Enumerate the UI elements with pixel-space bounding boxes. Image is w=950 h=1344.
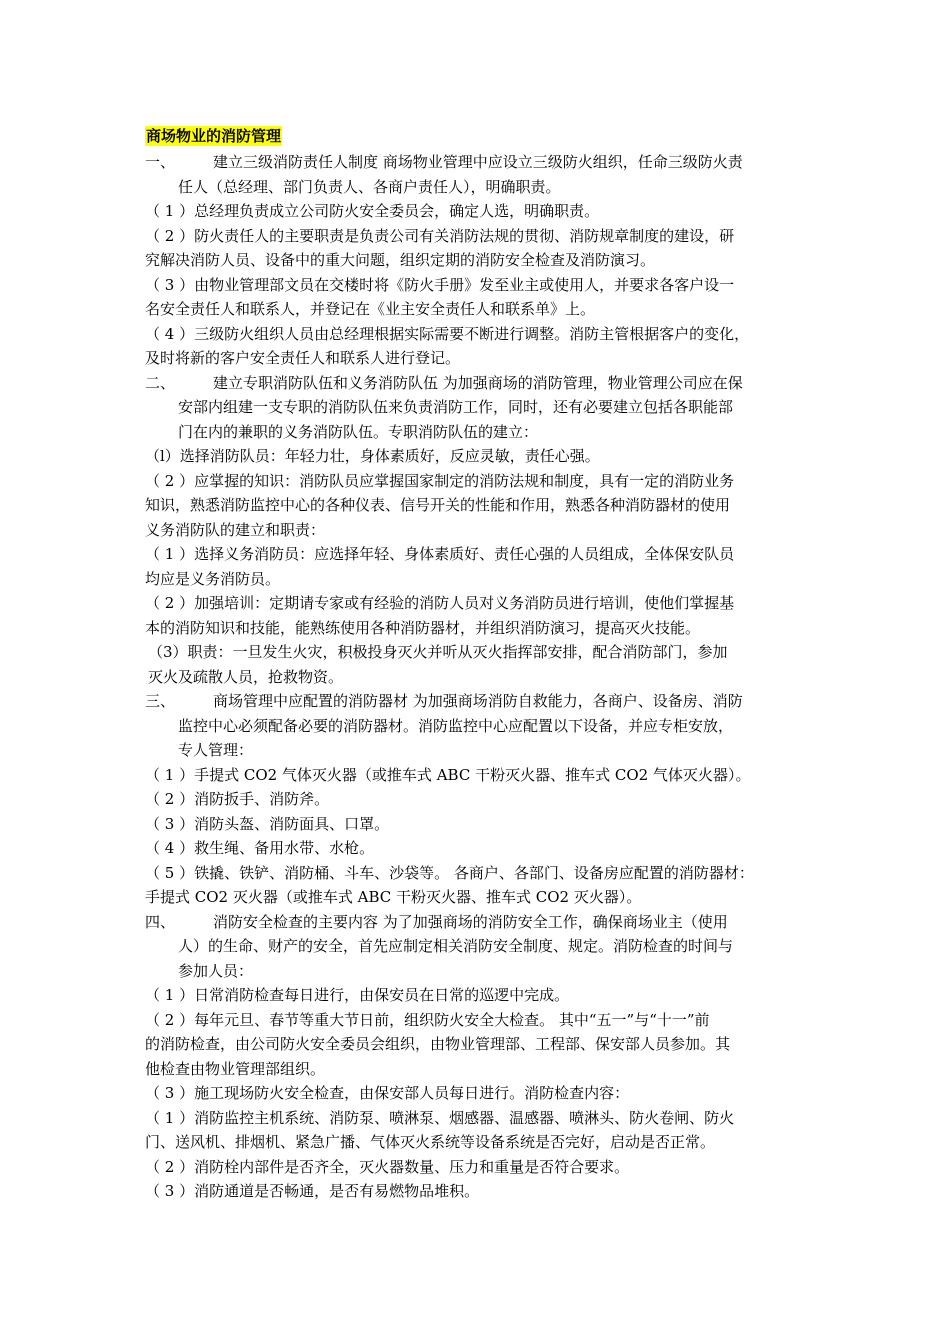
text-line: 专人管理：: [178, 741, 254, 759]
text-line: （l）选择消防队员：年轻力壮，身体素质好，反应灵敏，责任心强。: [145, 447, 600, 465]
text-line: （ 5 ）铁撬、铁铲、消防桶、斗车、沙袋等。 各商户、各部门、设备房应配置的消防器材：: [145, 863, 754, 882]
paragraph: [145, 469, 810, 543]
document-body: [145, 150, 810, 1204]
paragraph: [145, 322, 810, 371]
paragraph: [145, 812, 810, 837]
section-number: 四、: [145, 912, 176, 931]
paragraph: [145, 1081, 810, 1106]
text-line: （ 2 ）防火责任人的主要职责是负责公司有关消防法规的贯彻、消防规章制度的建设，研: [145, 226, 735, 245]
paragraph: [145, 983, 810, 1008]
text-line: （ 2 ）消防栓内部件是否齐全，灭火器数量、压力和重量是否符合要求。: [145, 1157, 630, 1176]
text-line: 他检查由物业管理部组织。: [145, 1059, 326, 1078]
text-line: 参加人员：: [178, 961, 254, 980]
paragraph: [145, 1106, 810, 1155]
text-line: 知识，熟悉消防监控中心的各种仪表、信号开关的性能和作用，熟悉各种消防器材的使用: [145, 496, 731, 514]
section-number: 一、: [145, 153, 176, 171]
text-line: 义务消防队的建立和职责：: [145, 520, 326, 539]
text-line: 本的消防知识和技能，能熟练使用各种消防器材，并组织消防演习，提高灭火技能。: [145, 618, 701, 637]
text-line: 均应是义务消防员。: [145, 569, 281, 588]
text-line: （ 2 ）消防扳手、消防斧。: [145, 790, 330, 808]
text-line: （ 2 ）每年元旦、春节等重大节日前，组织防火安全大检查。 其中“五一”与“十一”前: [145, 1010, 710, 1029]
text-line: 门在内的兼职的义务消防队伍。专职消防队伍的建立：: [178, 422, 539, 441]
paragraph: [145, 199, 810, 224]
paragraph: [145, 444, 810, 469]
section-heading: [145, 910, 810, 984]
text-line: 及时将新的客户安全责任人和联系人进行登记。: [145, 349, 461, 367]
text-line: （ 1 ）选择义务消防员：应选择年轻、身体素质好、责任心强的人员组成，全体保安队员: [145, 545, 735, 563]
paragraph: [145, 542, 810, 591]
text-line: （ 2 ）应掌握的知识：消防队员应掌握国家制定的消防法规和制度，具有一定的消防业务: [145, 471, 735, 490]
text-line: 手提式 CO2 灭火器（或推车式 ABC 干粉灭火器、推车式 CO2 灭火器）。: [145, 888, 642, 906]
text-line: 的消防检查，由公司防火安全委员会组织，由物业管理部、工程部、保安部人员参加。其: [145, 1035, 731, 1053]
section-number: 三、: [145, 692, 176, 710]
section-heading: [145, 150, 810, 199]
text-line: 名安全责任人和联系人，并登记在《业主安全责任人和联系单》上。: [145, 300, 596, 318]
text-line: （ 4 ）三级防火组织人员由总经理根据实际需要不断进行调整。消防主管根据客户的变化，: [145, 324, 750, 343]
text-line: （ 3 ）消防通道是否畅通，是否有易燃物品堆积。: [145, 1182, 480, 1200]
text-line: 安部内组建一支专职的消防队伍来负责消防工作，同时，还有必要建立包括各职能部: [178, 398, 734, 416]
paragraph: [145, 224, 810, 273]
text-line: （ 1 ）日常消防检查每日进行，由保安员在日常的巡逻中完成。: [145, 986, 570, 1004]
text-line: 商场管理中应配置的消防器材 为加强商场消防自救能力，各商户、设备房、消防: [213, 692, 743, 710]
document-title: 商场物业的消防管理: [146, 127, 282, 145]
text-line: 消防安全检查的主要内容 为了加强商场的消防安全工作，确保商场业主（使用: [213, 912, 728, 931]
text-line: （ 1 ）消防监控主机系统、消防泵、喷淋泵、烟感器、温感器、喷淋头、防火卷闸、防火: [145, 1108, 735, 1127]
paragraph: [145, 1179, 810, 1204]
text-line: 灭火及疏散人员，抢救物资。: [148, 667, 344, 686]
text-line: 人）的生命、财产的安全，首先应制定相关消防安全制度、规定。消防检查的时间与: [178, 937, 734, 955]
paragraph: [145, 787, 810, 812]
text-line: 究解决消防人员、设备中的重大问题，组织定期的消防安全检查及消防演习。: [145, 251, 656, 269]
section-number: 二、: [145, 373, 176, 392]
text-line: （3）职责：一旦发生火灾，积极投身灭火并听从灭火指挥部安排，配合消防部门，参加: [148, 643, 728, 661]
section-heading: [145, 371, 810, 445]
text-line: 监控中心必须配备必要的消防器材。消防监控中心应配置以下设备，并应专柜安放，: [178, 716, 734, 735]
section-heading: [145, 689, 810, 763]
text-line: 任人（总经理、部门负责人、各商户责任人），明确职责。: [178, 177, 561, 196]
text-line: （ 4 ）救生绳、备用水带、水枪。: [145, 839, 375, 857]
text-line: 建立三级消防责任人制度 商场物业管理中应设立三级防火组织，任命三级防火责: [213, 153, 743, 171]
text-line: （ 2 ）加强培训：定期请专家或有经验的消防人员对义务消防员进行培训，使他们掌握基: [145, 594, 735, 612]
paragraph: [145, 273, 810, 322]
paragraph: [145, 1155, 810, 1180]
text-line: （ 3 ）施工现场防火安全检查，由保安部人员每日进行。消防检查内容：: [145, 1084, 630, 1102]
text-line: （ 1 ）总经理负责成立公司防火安全委员会，确定人选，明确职责。: [145, 202, 600, 220]
paragraph: [145, 763, 810, 788]
paragraph: [145, 640, 810, 689]
paragraph: [145, 591, 810, 640]
text-line: （ 3 ）消防头盔、消防面具、口罩。: [145, 814, 390, 833]
paragraph: [145, 861, 810, 910]
text-line: 建立专职消防队伍和义务消防队伍 为加强商场的消防管理，物业管理公司应在保: [213, 373, 743, 392]
paragraph: [145, 1008, 810, 1082]
paragraph: [145, 836, 810, 861]
text-line: 门、送风机、排烟机、紧急广播、气体灭火系统等设备系统是否完好，启动是否正常。: [145, 1133, 716, 1151]
text-line: （ 3 ）由物业管理部文员在交楼时将《防火手册》发至业主或使用人，并要求各客户设一: [145, 275, 735, 294]
text-line: （ 1 ）手提式 CO2 气体灭火器（或推车式 ABC 干粉灭火器、推车式 CO2 气体灭火器）。: [145, 765, 751, 784]
